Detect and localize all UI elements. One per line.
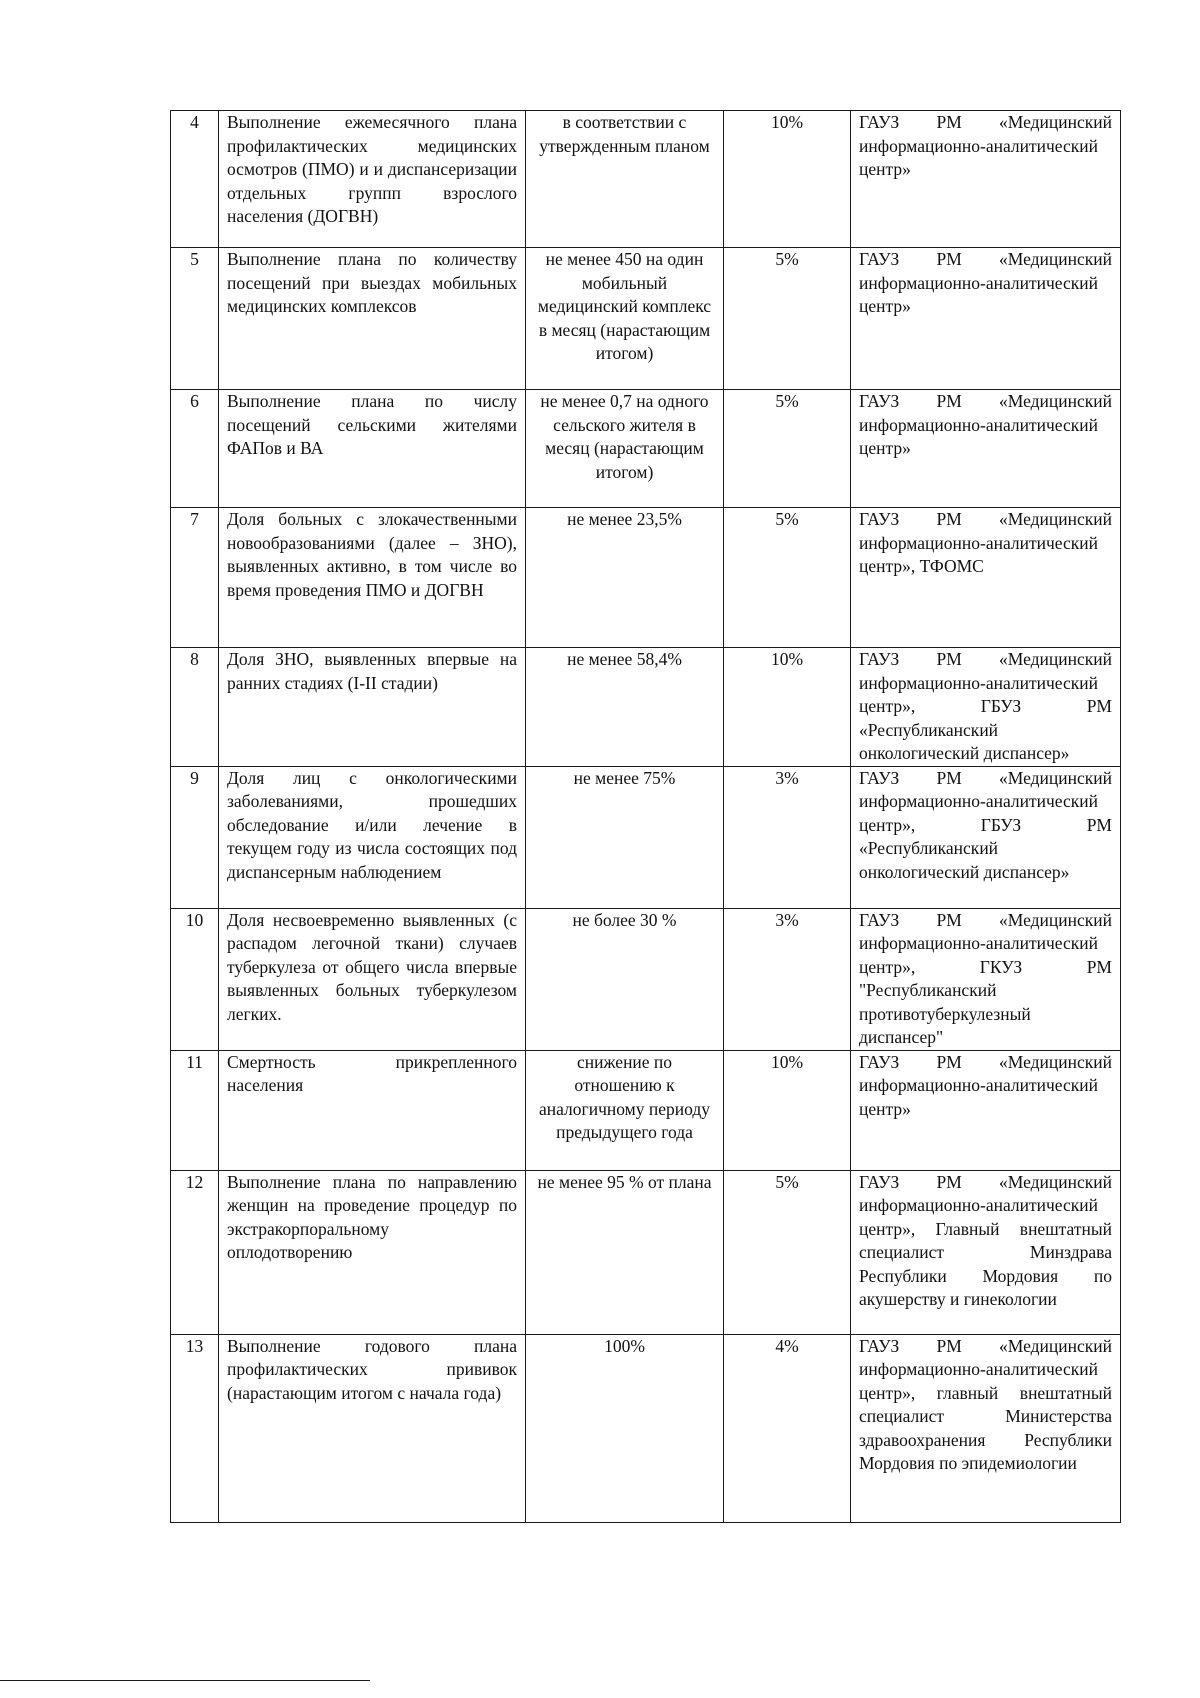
indicator-cell: Выполнение плана по направлению женщин на проведение процедур по экстракорпоральному оплодотворению (219, 1170, 526, 1334)
weight-cell: 3% (724, 766, 851, 908)
target-value-cell: не менее 58,4% (526, 648, 724, 767)
indicator-cell: Выполнение годового плана профилактических прививок (нарастающим итогом с начала года) (219, 1334, 526, 1522)
table-row (171, 908, 1121, 1050)
data-source-cell: ГАУЗ РМ «Медицинский информационно-аналитический центр», ГКУЗ РМ "Республиканский противотуберкулезный диспансер" (851, 908, 1121, 1050)
target-value-cell: снижение по отношению к аналогичному периоду предыдущего года (526, 1050, 724, 1170)
indicator-cell: Выполнение ежемесячного плана профилактических медицинских осмотров (ПМО) и и диспансеризации отдельных группп взрослого населения (ДОГВН) (219, 111, 526, 248)
indicator-cell: Смертность прикрепленного населения (219, 1050, 526, 1170)
row-number: 8 (171, 648, 219, 767)
data-source-cell: ГАУЗ РМ «Медицинский информационно-аналитический центр», главный внештатный специалист Министерства здравоохранения Республики Мордовия по эпидемиологии (851, 1334, 1121, 1522)
row-number: 4 (171, 111, 219, 248)
weight-cell: 5% (724, 508, 851, 648)
row-number: 13 (171, 1334, 219, 1522)
target-value-cell: не менее 0,7 на одного сельского жителя в месяц (нарастающим итогом) (526, 390, 724, 508)
target-value-cell: не менее 95 % от плана (526, 1170, 724, 1334)
footnote-separator-line (0, 1680, 370, 1681)
indicator-cell: Доля лиц с онкологическими заболеваниями, прошедших обследование и/или лечение в текущем году из числа состоящих под диспансерным наблюдением (219, 766, 526, 908)
target-value-cell: 100% (526, 1334, 724, 1522)
target-value-cell: в соответствии с утвержденным планом (526, 111, 724, 248)
table-row (171, 248, 1121, 390)
table-row (171, 766, 1121, 908)
target-value-cell: не менее 75% (526, 766, 724, 908)
row-number: 5 (171, 248, 219, 390)
indicator-cell: Доля ЗНО, выявленных впервые на ранних стадиях (I-II стадии) (219, 648, 526, 767)
indicator-cell: Доля больных с злокачественными новообразованиями (далее – ЗНО), выявленных активно, в том числе во время проведения ПМО и ДОГВН (219, 508, 526, 648)
weight-cell: 4% (724, 1334, 851, 1522)
table-row (171, 1170, 1121, 1334)
weight-cell: 5% (724, 1170, 851, 1334)
weight-cell: 3% (724, 908, 851, 1050)
data-source-cell: ГАУЗ РМ «Медицинский информационно-аналитический центр», Главный внештатный специалист Минздрава Республики Мордовия по акушерству и гинекологии (851, 1170, 1121, 1334)
data-source-cell: ГАУЗ РМ «Медицинский информационно-аналитический центр», ГБУЗ РМ «Республиканский онкологический диспансер» (851, 766, 1121, 908)
table-row (171, 648, 1121, 767)
target-value-cell: не более 30 % (526, 908, 724, 1050)
indicator-cell: Доля несвоевременно выявленных (с распадом легочной ткани) случаев туберкулеза от общего числа впервые выявленных больных туберкулезом легких. (219, 908, 526, 1050)
weight-cell: 5% (724, 248, 851, 390)
data-source-cell: ГАУЗ РМ «Медицинский информационно-аналитический центр», ТФОМС (851, 508, 1121, 648)
weight-cell: 10% (724, 111, 851, 248)
indicator-cell: Выполнение плана по количеству посещений при выездах мобильных медицинских комплексов (219, 248, 526, 390)
data-source-cell: ГАУЗ РМ «Медицинский информационно-аналитический центр» (851, 1050, 1121, 1170)
row-number: 11 (171, 1050, 219, 1170)
data-source-cell: ГАУЗ РМ «Медицинский информационно-аналитический центр» (851, 111, 1121, 248)
indicator-cell: Выполнение плана по числу посещений сельскими жителями ФАПов и ВА (219, 390, 526, 508)
table-row (171, 508, 1121, 648)
table-row (171, 111, 1121, 248)
row-number: 7 (171, 508, 219, 648)
row-number: 12 (171, 1170, 219, 1334)
data-source-cell: ГАУЗ РМ «Медицинский информационно-аналитический центр» (851, 390, 1121, 508)
row-number: 10 (171, 908, 219, 1050)
data-source-cell: ГАУЗ РМ «Медицинский информационно-аналитический центр» (851, 248, 1121, 390)
table-row (171, 1334, 1121, 1522)
target-value-cell: не менее 23,5% (526, 508, 724, 648)
indicators-table (170, 110, 1121, 1523)
weight-cell: 10% (724, 648, 851, 767)
row-number: 6 (171, 390, 219, 508)
weight-cell: 10% (724, 1050, 851, 1170)
table-row (171, 1050, 1121, 1170)
target-value-cell: не менее 450 на один мобильный медицинский комплекс в месяц (нарастающим итогом) (526, 248, 724, 390)
row-number: 9 (171, 766, 219, 908)
data-source-cell: ГАУЗ РМ «Медицинский информационно-аналитический центр», ГБУЗ РМ «Республиканский онкологический диспансер» (851, 648, 1121, 767)
table-row (171, 390, 1121, 508)
weight-cell: 5% (724, 390, 851, 508)
